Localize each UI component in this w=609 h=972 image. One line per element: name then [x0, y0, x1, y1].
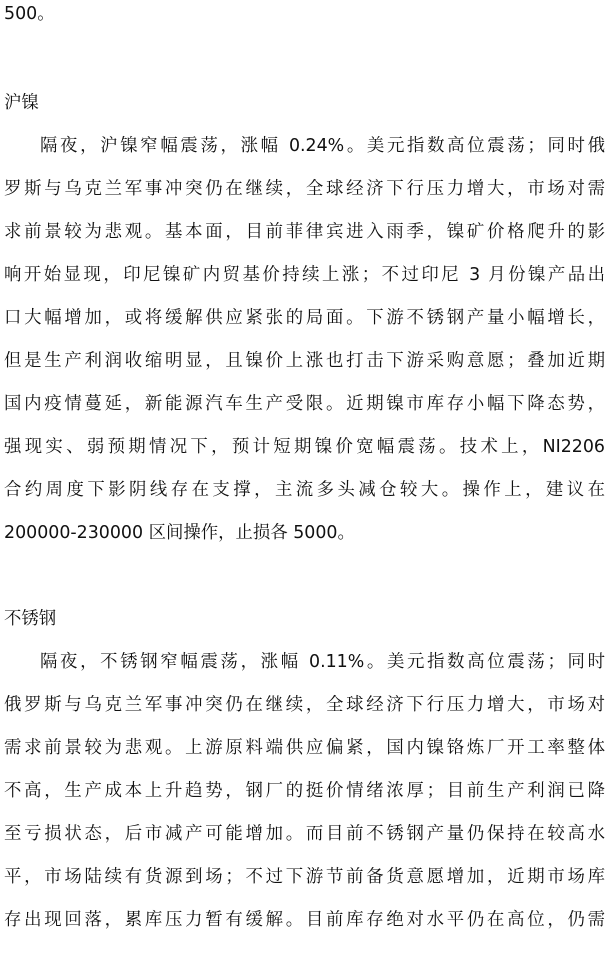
continuation-text: 500。 [4, 4, 55, 24]
paragraph-line: 至亏损状态，后市减产可能增加。而目前不锈钢产量仍保持在较高水 [4, 824, 605, 844]
paragraph-line: 隔夜，沪镍窄幅震荡，涨幅 0.24%。美元指数高位震荡；同时俄 [40, 136, 605, 156]
paragraph-line: 隔夜，不锈钢窄幅震荡，涨幅 0.11%。美元指数高位震荡；同时 [40, 652, 605, 672]
paragraph-line: 但是生产利润收缩明显，且镍价上涨也打击下游采购意愿；叠加近期 [4, 351, 605, 371]
paragraph-line: 强现实、弱预期情况下，预计短期镍价宽幅震荡。技术上，NI2206 [4, 437, 605, 457]
paragraph-line: 俄罗斯与乌克兰军事冲突仍在继续，全球经济下行压力增大，市场对 [4, 695, 605, 715]
paragraph-line: 200000-230000 区间操作，止损各 5000。 [4, 523, 355, 543]
paragraph-line: 罗斯与乌克兰军事冲突仍在继续，全球经济下行压力增大，市场对需 [4, 179, 605, 199]
paragraph-line: 响开始显现，印尼镍矿内贸基价持续上涨；不过印尼 3 月份镍产品出 [4, 265, 605, 285]
paragraph-line: 合约周度下影阴线存在支撑，主流多头减仓较大。操作上，建议在 [4, 480, 605, 500]
section-heading-nickel: 沪镍 [4, 93, 39, 113]
paragraph-line: 口大幅增加，或将缓解供应紧张的局面。下游不锈钢产量小幅增长， [4, 308, 605, 328]
section-heading-stainless-steel: 不锈钢 [4, 609, 57, 629]
paragraph-line: 平，市场陆续有货源到场；不过下游节前备货意愿增加，近期市场库 [4, 867, 605, 887]
paragraph-line: 不高，生产成本上升趋势，钢厂的挺价情绪浓厚；目前生产利润已降 [4, 781, 605, 801]
paragraph-line: 需求前景较为悲观。上游原料端供应偏紧，国内镍铬炼厂开工率整体 [4, 738, 605, 758]
paragraph-line: 求前景较为悲观。基本面，目前菲律宾进入雨季，镍矿价格爬升的影 [4, 222, 605, 242]
paragraph-line: 国内疫情蔓延，新能源汽车生产受限。近期镍市库存小幅下降态势， [4, 394, 605, 414]
paragraph-line: 存出现回落，累库压力暂有缓解。目前库存绝对水平仍在高位，仍需 [4, 910, 605, 930]
